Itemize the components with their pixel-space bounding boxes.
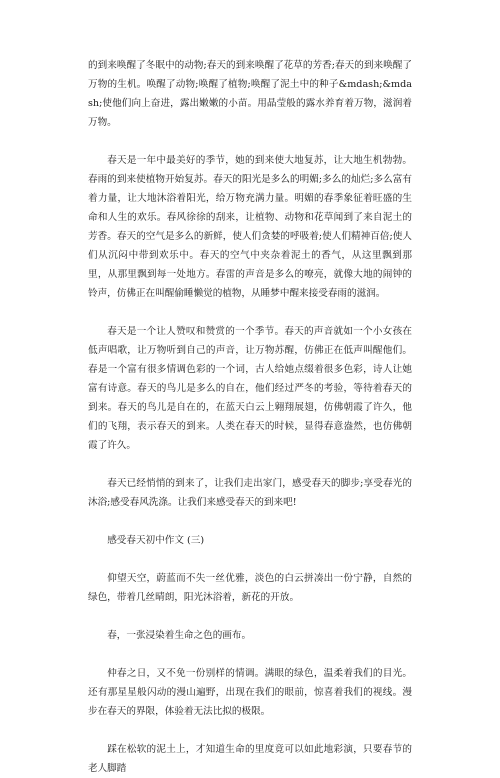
paragraph-3: 春天是一个让人赞叹和赞赏的一个季节。春天的声音就如一个小女孩在低声唱歌，让万物听到自己的声音，让万物苏醒，仿佛正在低声叫醒他们。春是一个富有很多情调色彩的一个词，古人给她点缀着很多色彩，诗人让她富有诗意。春天的鸟儿是多么的自在，他们经过严冬的考验，等待着春天的到来。春天的鸟儿是自在的，在蓝天白云上翱翔展翅，仿佛朝霞了许久，他们的飞翔，表示春天的到来。人类在春天的时候，显得春意盎然，也仿佛朝霞了许久。 bbox=[88, 326, 412, 451]
paragraph-8: 踩在松软的泥土上，才知道生命的里度竟可以如此地彩演，只要春节的老人脚踏 bbox=[88, 744, 412, 774]
paragraph-6: 春，一张浸染着生命之色的画布。 bbox=[107, 630, 252, 641]
document-body bbox=[88, 56, 412, 778]
section-heading: 感受春天初中作文 (三) bbox=[107, 535, 205, 546]
paragraph-1: 的到来唤醒了冬眠中的动物;春天的到来唤醒了花草的芳香;春天的到来唤醒了万物的生机。唤醒了动物;唤醒了植物;唤醒了泥土中的种子&mdash;&mdash;使他们向上奋进，露出嫩嫩的小苗。用晶莹般的露水养育着万物，滋润着万物。 bbox=[88, 60, 412, 128]
paragraph-4: 春天已经悄悄的到来了，让我们走出家门，感受春天的脚步;享受春光的沐浴;感受春风洗涤。让我们来感受春天的到来吧! bbox=[88, 478, 412, 508]
paragraph-2: 春天是一年中最美好的季节，她的到来使大地复苏，让大地生机勃勃。春雨的到来使植物开始复苏。春天的阳光是多么的明媚;多么的灿烂;多么富有着力量，让大地沐浴着阳光，给万物充满力量。明媚的春季象征着旺盛的生命和人生的欢乐。春风徐徐的刮来，让植物、动物和花草闻到了来自泥土的芳香。春天的空气是多么的新鲜，使人们贪婪的呼吸着;使人们精神百倍;使人们从沉闷中带到欢乐中。春天的空气中夹杂着泥土的香气，从这里飘到那里，从那里飘到每一处地方。春雷的声音是多么的嘹亮，就像大地的闹钟的铃声，仿佛正在叫醒偷睡懒觉的植物，从睡梦中醒来接受春雨的滋润。 bbox=[88, 155, 412, 299]
paragraph-7: 仲春之日，又不免一份别样的情调。满眼的绿色，温柔着我们的目光。还有那星星般闪动的漫山遍野，出现在我们的眼前，惊喜着我们的视线。漫步在春天的界限，体验着无法比拟的极限。 bbox=[88, 668, 412, 717]
paragraph-5: 仰望天空，蔚蓝而不失一丝优雅，淡色的白云拼凑出一份宁静，自然的绿色，带着几丝晴朗，阳光沐浴着，新花的开放。 bbox=[88, 573, 412, 603]
